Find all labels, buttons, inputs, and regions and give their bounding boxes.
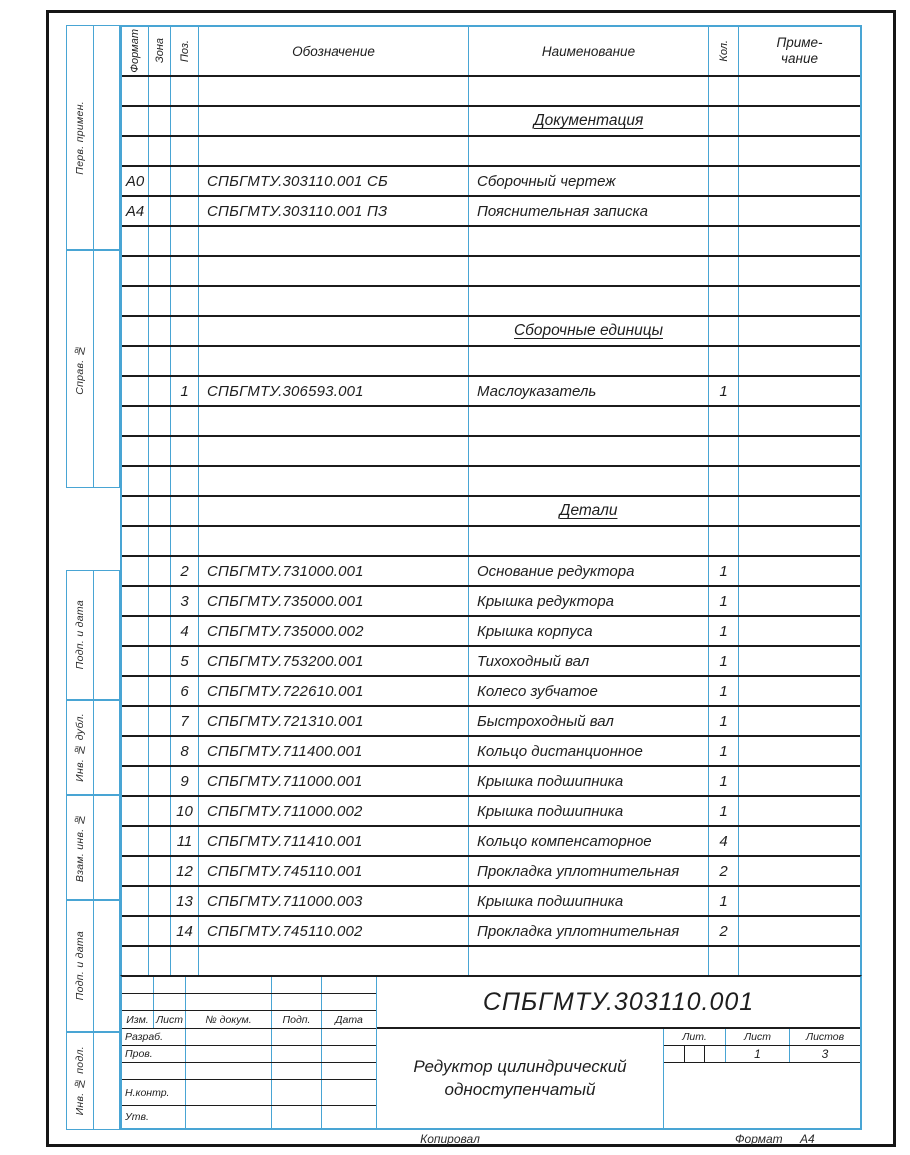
cell-name	[469, 287, 709, 315]
spec-item-row	[122, 677, 860, 707]
cell-pos: 6	[171, 677, 199, 705]
cell-pos: 14	[171, 917, 199, 945]
cell-qty: 1	[709, 737, 739, 765]
cell-pos	[171, 467, 199, 495]
cell-desig: СПБГМТУ.731000.001	[199, 557, 469, 585]
cell-qty: 1	[709, 677, 739, 705]
section-title-row	[122, 107, 860, 137]
spec-item-row	[122, 557, 860, 587]
cell-pos: 13	[171, 887, 199, 915]
spec-item-row	[122, 197, 860, 227]
cell-note	[739, 557, 860, 585]
cell-qty: 1	[709, 587, 739, 615]
cell-qty	[709, 947, 739, 977]
cell-name	[469, 347, 709, 375]
cell-desig	[199, 407, 469, 435]
cell-qty: 1	[709, 647, 739, 675]
change-table-header: Изм. Лист № докум. Подп. Дата	[122, 1011, 376, 1029]
cell-note	[739, 347, 860, 375]
spec-item-row	[122, 857, 860, 887]
cell-zone	[149, 77, 171, 105]
cell-note	[739, 737, 860, 765]
cell-name: Крышка подшипника	[469, 887, 709, 915]
cell-name: Маслоуказатель	[469, 377, 709, 405]
cell-qty: 1	[709, 617, 739, 645]
cell-note	[739, 437, 860, 465]
cell-fmt	[122, 437, 149, 465]
cell-pos	[171, 167, 199, 195]
cell-pos: 1	[171, 377, 199, 405]
cell-zone	[149, 857, 171, 885]
spec-table-header	[122, 27, 860, 77]
cell-name: Тихоходный вал	[469, 647, 709, 675]
margin-label: Перв. примен.	[74, 100, 86, 175]
cell-fmt	[122, 737, 149, 765]
change-row-empty	[122, 994, 376, 1011]
assembly-title: Редуктор цилиндрический одноступенчатый	[377, 1029, 664, 1128]
cell-name	[469, 947, 709, 977]
cell-zone	[149, 887, 171, 915]
cell-desig: СПБГМТУ.306593.001	[199, 377, 469, 405]
cell-desig	[199, 137, 469, 165]
header-format: Формат	[122, 27, 149, 75]
cell-zone	[149, 137, 171, 165]
margin-box-vzam-inv	[66, 795, 120, 900]
cell-note	[739, 527, 860, 555]
spec-item-row	[122, 917, 860, 947]
cell-name	[469, 227, 709, 255]
cell-desig: СПБГМТУ.303110.001 СБ	[199, 167, 469, 195]
cell-fmt	[122, 347, 149, 375]
title-block-change-table	[122, 977, 377, 1128]
header-pos: Поз.	[171, 27, 199, 75]
cell-fmt	[122, 887, 149, 915]
cell-fmt	[122, 317, 149, 345]
cell-fmt	[122, 797, 149, 825]
cell-pos: 9	[171, 767, 199, 795]
cell-fmt	[122, 227, 149, 255]
cell-name	[469, 107, 709, 135]
cell-zone	[149, 257, 171, 285]
cell-name: Крышка редуктора	[469, 587, 709, 615]
cell-desig	[199, 227, 469, 255]
cell-note	[739, 77, 860, 105]
cell-zone	[149, 917, 171, 945]
cell-desig: СПБГМТУ.745110.001	[199, 857, 469, 885]
cell-zone	[149, 317, 171, 345]
footer-format-value: А4	[800, 1132, 815, 1146]
cell-pos	[171, 437, 199, 465]
cell-qty: 1	[709, 767, 739, 795]
lit-subcells	[664, 1046, 725, 1062]
spec-item-row	[122, 707, 860, 737]
cell-zone	[149, 557, 171, 585]
cell-name: Быстроходный вал	[469, 707, 709, 735]
cell-zone	[149, 707, 171, 735]
cell-fmt	[122, 467, 149, 495]
spec-item-row	[122, 737, 860, 767]
signature-row-nkontr: Н.контр.	[122, 1080, 376, 1106]
cell-pos	[171, 497, 199, 525]
document-number: СПБГМТУ.303110.001	[377, 977, 860, 1029]
signature-row-razrab: Разраб.	[122, 1029, 376, 1046]
cell-note	[739, 857, 860, 885]
spec-item-row	[122, 827, 860, 857]
cell-fmt	[122, 677, 149, 705]
lit-grid-values	[664, 1046, 860, 1063]
cell-name: Кольцо компенсаторное	[469, 827, 709, 855]
sheets-total: 3	[821, 1047, 829, 1061]
cell-fmt	[122, 947, 149, 977]
cell-pos: 4	[171, 617, 199, 645]
cell-qty: 1	[709, 887, 739, 915]
cell-pos	[171, 137, 199, 165]
cell-name	[469, 317, 709, 345]
header-note: Приме- чание	[776, 35, 823, 66]
cell-note	[739, 707, 860, 735]
cell-fmt	[122, 917, 149, 945]
cell-qty	[709, 437, 739, 465]
cell-note	[739, 647, 860, 675]
cell-fmt	[122, 377, 149, 405]
cell-fmt	[122, 707, 149, 735]
signature-row-empty	[122, 1063, 376, 1080]
cell-zone	[149, 197, 171, 225]
cell-qty	[709, 137, 739, 165]
cell-zone	[149, 407, 171, 435]
empty-row	[122, 437, 860, 467]
section-title: Документация	[533, 112, 644, 129]
signature-row-utv: Утв.	[122, 1106, 376, 1128]
cell-note	[739, 377, 860, 405]
cell-pos: 8	[171, 737, 199, 765]
cell-qty	[709, 227, 739, 255]
section-title: Сборочные единицы	[513, 322, 663, 339]
cell-pos: 5	[171, 647, 199, 675]
cell-zone	[149, 287, 171, 315]
section-title: Детали	[559, 502, 618, 519]
cell-qty: 2	[709, 857, 739, 885]
cell-qty: 1	[709, 707, 739, 735]
empty-row	[122, 407, 860, 437]
organization-cell	[664, 1063, 860, 1128]
cell-note	[739, 917, 860, 945]
cell-pos: 3	[171, 587, 199, 615]
cell-name: Колесо зубчатое	[469, 677, 709, 705]
header-zone: Зона	[149, 27, 171, 75]
cell-pos	[171, 407, 199, 435]
cell-desig	[199, 347, 469, 375]
cell-desig: СПБГМТУ.711410.001	[199, 827, 469, 855]
cell-pos: 12	[171, 857, 199, 885]
spec-item-row	[122, 167, 860, 197]
cell-note	[739, 407, 860, 435]
cell-note	[739, 227, 860, 255]
cell-note	[739, 887, 860, 915]
cell-qty	[709, 497, 739, 525]
cell-zone	[149, 227, 171, 255]
section-title-row	[122, 497, 860, 527]
cell-fmt	[122, 527, 149, 555]
cell-zone	[149, 587, 171, 615]
cell-pos	[171, 107, 199, 135]
cell-name: Прокладка уплотнительная	[469, 857, 709, 885]
cell-name: Сборочный чертеж	[469, 167, 709, 195]
margin-box-perv-primen	[66, 25, 120, 250]
cell-qty	[709, 287, 739, 315]
cell-desig: СПБГМТУ.711000.001	[199, 767, 469, 795]
cell-fmt: А0	[122, 167, 149, 195]
cell-zone	[149, 467, 171, 495]
cell-name: Пояснительная записка	[469, 197, 709, 225]
cell-fmt	[122, 857, 149, 885]
empty-row	[122, 227, 860, 257]
cell-desig	[199, 947, 469, 977]
cell-zone	[149, 617, 171, 645]
cell-fmt	[122, 617, 149, 645]
cell-qty	[709, 347, 739, 375]
cell-name: Крышка подшипника	[469, 797, 709, 825]
cell-desig: СПБГМТУ.735000.001	[199, 587, 469, 615]
cell-note	[739, 797, 860, 825]
margin-label: Подп. и дата	[74, 931, 86, 1001]
cell-fmt	[122, 77, 149, 105]
cell-qty	[709, 197, 739, 225]
cell-desig: СПБГМТУ.711400.001	[199, 737, 469, 765]
cell-pos	[171, 527, 199, 555]
cell-zone	[149, 827, 171, 855]
footer-copied: Копировал	[420, 1132, 480, 1146]
margin-label: Инв. № дубл.	[74, 713, 86, 782]
cell-desig: СПБГМТУ.722610.001	[199, 677, 469, 705]
cell-note	[739, 767, 860, 795]
spec-item-row	[122, 887, 860, 917]
cell-note	[739, 257, 860, 285]
header-designation: Обозначение	[199, 27, 469, 75]
cell-qty	[709, 467, 739, 495]
cell-qty	[709, 527, 739, 555]
cell-name: Основание редуктора	[469, 557, 709, 585]
spec-item-row	[122, 767, 860, 797]
margin-label: Подп. и дата	[74, 600, 86, 670]
margin-label: Инв. № подл.	[74, 1046, 86, 1116]
spec-item-row	[122, 647, 860, 677]
empty-row	[122, 257, 860, 287]
cell-name	[469, 527, 709, 555]
margin-box-sprav-no	[66, 250, 120, 488]
cell-qty	[709, 167, 739, 195]
spec-item-row	[122, 377, 860, 407]
signature-row-prov: Пров.	[122, 1046, 376, 1063]
cell-zone	[149, 527, 171, 555]
cell-fmt	[122, 557, 149, 585]
cell-desig	[199, 467, 469, 495]
cell-desig	[199, 107, 469, 135]
cell-note	[739, 287, 860, 315]
cell-note	[739, 167, 860, 195]
cell-pos	[171, 317, 199, 345]
cell-note	[739, 497, 860, 525]
footer-format-label: Формат	[735, 1132, 783, 1146]
empty-row	[122, 527, 860, 557]
cell-note	[739, 677, 860, 705]
margin-box-podp-data-1	[66, 570, 120, 700]
spec-item-row	[122, 617, 860, 647]
cell-zone	[149, 677, 171, 705]
spec-table-body	[122, 77, 860, 977]
empty-row	[122, 347, 860, 377]
cell-note	[739, 137, 860, 165]
cell-zone	[149, 377, 171, 405]
empty-row	[122, 77, 860, 107]
cell-zone	[149, 947, 171, 977]
cell-desig: СПБГМТУ.745110.002	[199, 917, 469, 945]
header-qty: Кол.	[709, 27, 739, 75]
cell-qty	[709, 317, 739, 345]
cell-fmt	[122, 767, 149, 795]
cell-pos: 7	[171, 707, 199, 735]
cell-name: Крышка подшипника	[469, 767, 709, 795]
cell-zone	[149, 437, 171, 465]
cell-zone	[149, 737, 171, 765]
cell-pos	[171, 347, 199, 375]
cell-fmt	[122, 587, 149, 615]
cell-note	[739, 587, 860, 615]
cell-qty: 1	[709, 377, 739, 405]
cell-name: Прокладка уплотнительная	[469, 917, 709, 945]
cell-fmt	[122, 287, 149, 315]
cell-pos	[171, 287, 199, 315]
lit-grid	[664, 1029, 860, 1128]
cell-pos	[171, 227, 199, 255]
margin-label: Взам. инв. №	[74, 812, 86, 883]
cell-fmt	[122, 827, 149, 855]
cell-name	[469, 77, 709, 105]
cell-zone	[149, 647, 171, 675]
cell-name: Крышка корпуса	[469, 617, 709, 645]
margin-box-inv-dubl	[66, 700, 120, 795]
cell-zone	[149, 767, 171, 795]
cell-desig	[199, 77, 469, 105]
spec-item-row	[122, 797, 860, 827]
cell-qty: 4	[709, 827, 739, 855]
cell-desig	[199, 497, 469, 525]
cell-fmt	[122, 107, 149, 135]
cell-desig: СПБГМТУ.711000.003	[199, 887, 469, 915]
cell-name	[469, 257, 709, 285]
cell-note	[739, 467, 860, 495]
cell-pos: 10	[171, 797, 199, 825]
cell-pos	[171, 947, 199, 977]
cell-pos: 2	[171, 557, 199, 585]
cell-zone	[149, 167, 171, 195]
cell-fmt: А4	[122, 197, 149, 225]
cell-desig: СПБГМТУ.711000.002	[199, 797, 469, 825]
cell-name	[469, 407, 709, 435]
margin-label: Справ. №	[74, 343, 86, 395]
cell-qty	[709, 77, 739, 105]
cell-desig: СПБГМТУ.753200.001	[199, 647, 469, 675]
sheet-number: 1	[726, 1046, 790, 1062]
cell-note	[739, 317, 860, 345]
cell-desig	[199, 527, 469, 555]
cell-fmt	[122, 497, 149, 525]
cell-note	[739, 107, 860, 135]
cell-desig	[199, 437, 469, 465]
cell-zone	[149, 497, 171, 525]
cell-qty: 1	[709, 797, 739, 825]
lit-grid-header: Лит. Лист Листов	[664, 1029, 860, 1046]
margin-box-podp-data-2	[66, 900, 120, 1032]
cell-name	[469, 137, 709, 165]
cell-qty: 1	[709, 557, 739, 585]
cell-note	[739, 617, 860, 645]
title-block-right	[377, 977, 860, 1128]
cell-fmt	[122, 407, 149, 435]
cell-desig	[199, 287, 469, 315]
cell-zone	[149, 347, 171, 375]
cell-qty	[709, 107, 739, 135]
cell-qty: 2	[709, 917, 739, 945]
cell-desig	[199, 257, 469, 285]
cell-qty	[709, 407, 739, 435]
cell-note	[739, 827, 860, 855]
cell-zone	[149, 797, 171, 825]
cell-note	[739, 197, 860, 225]
empty-row	[122, 287, 860, 317]
spec-item-row	[122, 587, 860, 617]
cell-name	[469, 467, 709, 495]
cell-pos: 11	[171, 827, 199, 855]
cell-pos	[171, 77, 199, 105]
title-block	[120, 975, 862, 1130]
cell-zone	[149, 107, 171, 135]
cell-fmt	[122, 137, 149, 165]
cell-name: Кольцо дистанционное	[469, 737, 709, 765]
cell-note	[739, 947, 860, 977]
cell-desig: СПБГМТУ.735000.002	[199, 617, 469, 645]
empty-row	[122, 137, 860, 167]
cell-desig: СПБГМТУ.303110.001 ПЗ	[199, 197, 469, 225]
cell-pos	[171, 257, 199, 285]
change-row-empty	[122, 977, 376, 994]
cell-pos	[171, 197, 199, 225]
section-title-row	[122, 317, 860, 347]
header-name: Наименование	[469, 27, 709, 75]
margin-box-inv-podl	[66, 1032, 120, 1130]
cell-desig	[199, 317, 469, 345]
cell-name	[469, 497, 709, 525]
cell-fmt	[122, 257, 149, 285]
cell-qty	[709, 257, 739, 285]
cell-name	[469, 437, 709, 465]
empty-row	[122, 467, 860, 497]
empty-row	[122, 947, 860, 977]
spec-table	[120, 25, 862, 979]
cell-fmt	[122, 647, 149, 675]
cell-desig: СПБГМТУ.721310.001	[199, 707, 469, 735]
